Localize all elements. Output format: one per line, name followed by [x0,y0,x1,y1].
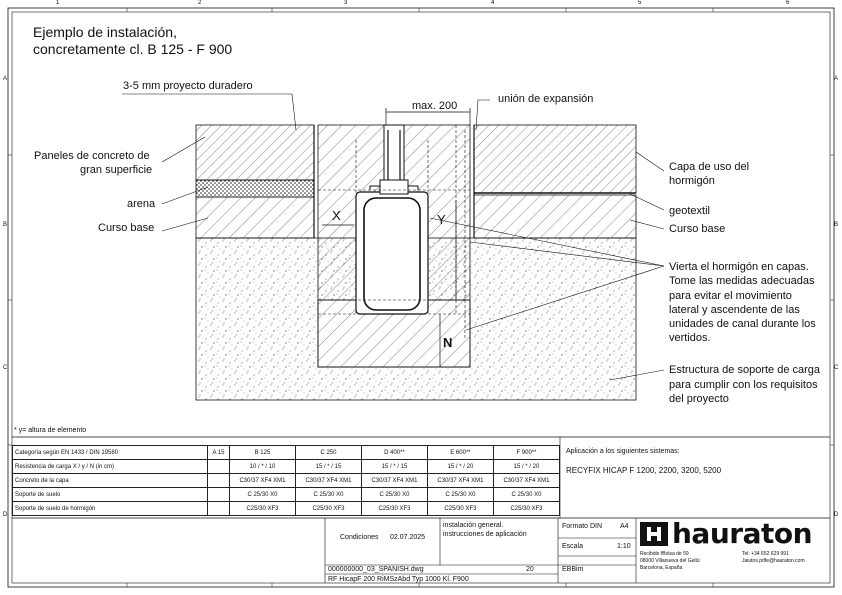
conditions-date: 02.07.2025 [390,534,426,541]
grid-row-d: D [3,512,8,518]
grid-col-6: 6 [786,0,790,6]
table-cell: C25/30 XF3 [295,502,361,516]
footnote: * y= altura de elemento [14,427,87,434]
label-pour-5: vertidos. [669,332,711,344]
phone: Tel: +34 652 629 991 [742,551,789,557]
grid-row-a: A [3,76,8,82]
class-b125: B 125 [230,446,296,460]
grid-row-c-right: C [834,365,839,371]
class-a15: A 15 [208,446,230,460]
label-pour-2: para evitar el movimiento [669,290,792,302]
table-cell: C30/37 XF4 XM1 [295,474,361,488]
table-cell: C 25/30 X0 [295,488,361,502]
dim-n: N [443,335,453,350]
dim-x: X [332,208,341,223]
drawn-by: EBBim [562,566,584,573]
label-base-course-right: Curso base [669,223,726,235]
table-cell: 10 / * / 10 [230,460,296,474]
table-cell: C 25/30 X0 [230,488,296,502]
product-line: RF HicapF 200 RiMSzAbd Typ 1000 Kl. F900 [328,576,469,583]
table-cell: 15 / * / 15 [295,460,361,474]
table-cell: C 25/30 X0 [493,488,559,502]
class-e600: E 600** [427,446,493,460]
label-expansion-joint: unión de expansión [498,93,594,105]
table-cell: C30/37 XF4 XM1 [230,474,296,488]
grid-col-5: 5 [638,0,642,6]
grid-row-c: C [3,365,8,371]
drawing-title-line1: Ejemplo de instalación, [33,24,177,40]
grid-col-1: 1 [56,0,60,6]
table-cell: C30/37 XF4 XM1 [361,474,427,488]
table-cell: Soporte de suelo de hormigón [13,502,208,516]
table-cell: Soporte de suelo [13,488,208,502]
label-panels-2: gran superficie [80,164,153,176]
conditions-label: Condiciones [340,534,379,541]
scale-value: 1:10 [617,543,631,550]
label-wear-layer-2: hormigón [669,175,715,187]
table-cell: C30/37 XF4 XM1 [427,474,493,488]
address-2: 08000 Villanueva del Geltú [640,558,700,564]
address-1: Recibido fBolsa de 59 [640,551,689,557]
table-cell: C30/37 XF4 XM1 [493,474,559,488]
grid-row-b-right: B [834,222,839,228]
label-pour-4: unidades de canal durante los [669,318,816,330]
email: Jaiutos.pdfe@hauraton.com [742,558,805,564]
label-max: max. 200 [412,100,458,112]
label-wear-layer-1: Capa de uso del [669,161,750,173]
label-durable-joint: 3-5 mm proyecto duradero [123,80,253,92]
grid-row-d-right: D [834,512,839,518]
class-f900: F 900** [493,446,559,460]
grid-row-b: B [3,222,8,228]
company-name: hauraton [672,517,813,550]
sheet-number: 20 [526,566,534,573]
label-support-2: del proyecto [669,393,729,405]
description-1: instalación general. [443,522,504,529]
format-label: Formato DIN [562,523,603,530]
notes-block [14,521,314,579]
label-base-course-left: Curso base [98,222,155,234]
table-cell: C25/30 XF3 [361,502,427,516]
label-pour-1: Tome las medidas adecuadas [669,275,815,287]
hauraton-logo-icon [640,522,668,546]
label-support-1: para cumplir con los requisitos [669,379,818,391]
category-label: Categoría según EN 1433 / DIN 19580 [13,446,208,460]
table-cell: C25/30 XF3 [493,502,559,516]
class-d400: D 400** [361,446,427,460]
label-support-0: Estructura de soporte de carga [669,364,821,376]
grid-row-a-right: A [834,76,839,82]
grid-col-2: 2 [198,0,202,6]
label-panels-1: Paneles de concreto de [34,150,150,162]
table-cell: C 25/30 X0 [361,488,427,502]
strength-label: Resistencia de carga X / y / N (in cm) [13,460,208,474]
format-value: A4 [620,523,629,530]
table-cell: 15 / * / 15 [361,460,427,474]
label-geotextile: geotextil [669,205,710,217]
table-cell: C25/30 XF3 [230,502,296,516]
table-cell: Concreto de la capa [13,474,208,488]
table-cell: 15 / * / 20 [493,460,559,474]
class-c250: C 250 [295,446,361,460]
dim-y: Y [437,212,446,227]
table-cell: C 25/30 X0 [427,488,493,502]
applies-value: RECYFIX HICAP F 1200, 2200, 3200, 5200 [566,466,722,475]
table-cell: C25/30 XF3 [427,502,493,516]
grid-col-3: 3 [344,0,348,6]
drawing-title-line2: concretamente cl. B 125 - F 900 [33,41,233,57]
label-sand: arena [127,198,156,210]
address-3: Barcelona, España [640,565,683,571]
grid-col-4: 4 [491,0,495,6]
table-cell: 15 / * / 20 [427,460,493,474]
description-2: instrucciones de aplicación [443,531,527,538]
applies-label: Aplicación a los siguientes sistemas: [566,448,680,455]
label-pour-3: lateral y ascendente de las [669,304,800,316]
scale-label: Escala [562,543,584,550]
label-pour-0: Vierta el hormigón en capas. [669,261,809,273]
doc-number: 000000000_03_SPANISH.dwg [328,566,424,573]
